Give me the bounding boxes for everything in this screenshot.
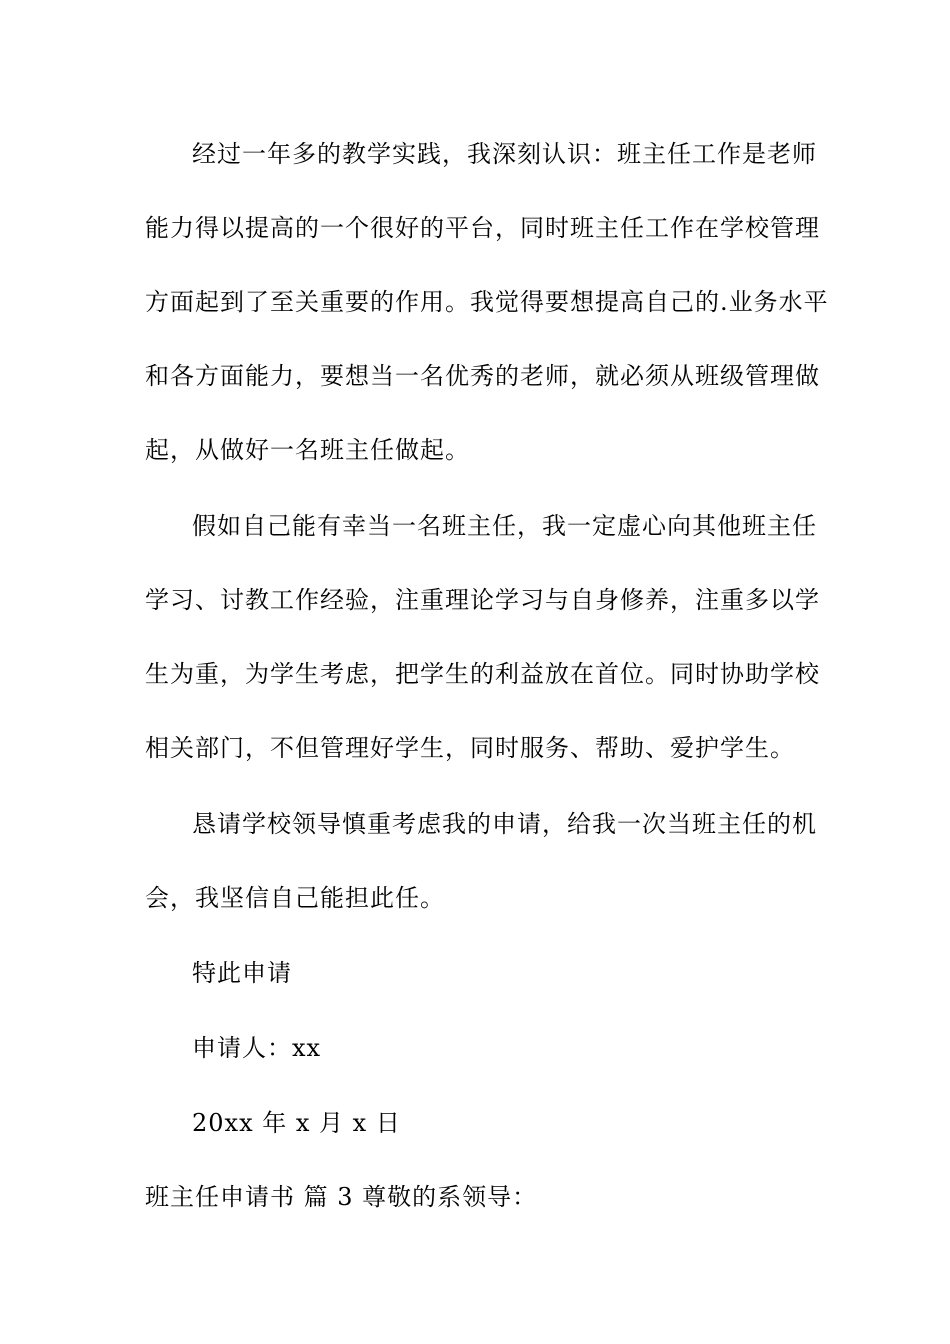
applicant-line: 申请人：xx (192, 1034, 322, 1062)
paragraph-3-line-1: 恳请学校领导慎重考虑我的申请，给我一次当班主任的机 (192, 810, 817, 838)
date-line: 20xx 年 x 月 x 日 (192, 1109, 401, 1137)
paragraph-2-line-2: 学习、讨教工作经验，注重理论学习与自身修养，注重多以学 (145, 586, 820, 614)
paragraph-1-line-1: 经过一年多的教学实践，我深刻认识：班主任工作是老师 (192, 140, 817, 168)
paragraph-2-line-4: 相关部门，不但管理好学生，同时服务、帮助、爱护学生。 (145, 734, 795, 762)
paragraph-1-line-4: 和各方面能力，要想当一名优秀的老师，就必须从班级管理做 (145, 362, 820, 390)
next-section-heading: 班主任申请书 篇 3 尊敬的系领导： (145, 1183, 538, 1211)
paragraph-3-line-2: 会，我坚信自己能担此任。 (145, 884, 445, 912)
paragraph-1-line-5: 起，从做好一名班主任做起。 (145, 436, 470, 464)
paragraph-2-line-3: 生为重，为学生考虑，把学生的利益放在首位。同时协助学校 (145, 660, 820, 688)
paragraph-1-line-3: 方面起到了至关重要的作用。我觉得要想提高自己的.业务水平 (145, 288, 829, 316)
closing-text: 特此申请 (192, 959, 292, 987)
paragraph-1-line-2: 能力得以提高的一个很好的平台，同时班主任工作在学校管理 (145, 214, 820, 242)
paragraph-2-line-1: 假如自己能有幸当一名班主任，我一定虚心向其他班主任 (192, 512, 817, 540)
